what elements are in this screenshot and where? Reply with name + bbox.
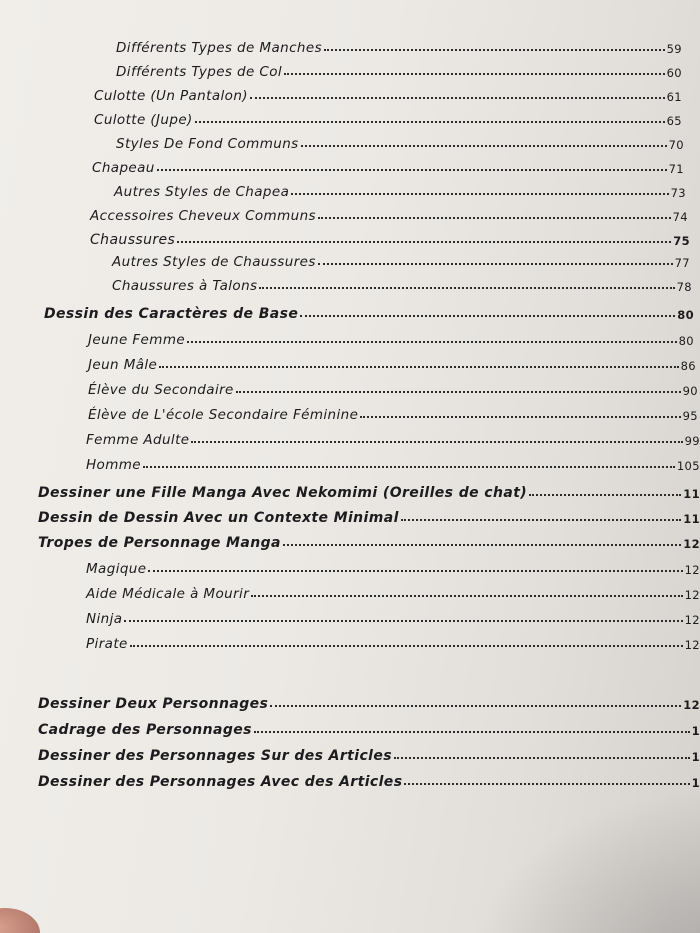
toc-leader-dots <box>318 217 671 219</box>
toc-entry-title: Chaussures <box>90 232 176 248</box>
toc-entry-page: 99 <box>684 434 700 448</box>
toc-entry-page: 1 <box>691 776 700 790</box>
toc-entry <box>86 422 700 448</box>
toc-entry-title: Autres Styles de Chaussures <box>112 254 316 270</box>
toc-entry-page: 11 <box>683 487 700 501</box>
toc-entry-page: 61 <box>666 90 682 104</box>
toc-leader-dots <box>251 595 682 597</box>
toc-entry-title: Aide Médicale à Mourir <box>86 586 250 602</box>
toc-entry <box>38 686 700 712</box>
toc-leader-dots <box>254 731 690 733</box>
toc-leader-dots <box>291 193 668 195</box>
toc-entry-page: 74 <box>672 210 688 224</box>
toc-entry <box>88 397 698 423</box>
toc-entry <box>112 244 690 270</box>
toc-entry-title: Jeune Femme <box>88 332 186 348</box>
toc-entry-page: 12 <box>684 613 700 627</box>
toc-entry <box>38 764 700 790</box>
toc-entry-title: Dessiner des Personnages Sur des Articles <box>38 748 392 764</box>
toc-leader-dots <box>401 519 681 521</box>
toc-leader-dots <box>284 73 665 75</box>
toc-entry <box>116 30 682 56</box>
toc-entry-page: 77 <box>674 256 690 270</box>
toc-leader-dots <box>191 441 682 443</box>
toc-entry-page: 95 <box>682 409 698 423</box>
toc-entry <box>38 500 700 526</box>
toc-entry-page: 90 <box>682 384 698 398</box>
toc-leader-dots <box>187 341 676 343</box>
toc-entry <box>94 78 682 104</box>
toc-entry-page: 80 <box>677 308 694 322</box>
toc-leader-dots <box>236 391 681 393</box>
toc-leader-dots <box>301 145 667 147</box>
toc-entry-title: Élève de L'école Secondaire Féminine <box>88 407 359 423</box>
toc-leader-dots <box>130 645 683 647</box>
toc-entry-title: Tropes de Personnage Manga <box>38 535 281 551</box>
toc-leader-dots <box>324 49 665 51</box>
toc-entry-page: 12 <box>684 588 700 602</box>
toc-entry <box>112 268 692 294</box>
toc-leader-dots <box>270 705 681 707</box>
toc-entry-title: Styles De Fond Communs <box>116 136 299 152</box>
toc-entry <box>38 712 700 738</box>
toc-entry-title: Culotte (Jupe) <box>94 112 193 128</box>
toc-entry <box>116 54 682 80</box>
toc-entry-page: 60 <box>666 66 682 80</box>
toc-entry-page: 80 <box>678 334 694 348</box>
toc-entry-title: Homme <box>86 457 142 473</box>
toc-leader-dots <box>259 287 674 289</box>
toc-leader-dots <box>195 121 665 123</box>
toc-entry-title: Différents Types de Col <box>116 64 283 80</box>
toc-entry-title: Femme Adulte <box>86 432 190 448</box>
toc-entry-title: Jeun Mâle <box>88 357 158 373</box>
toc-entry <box>94 102 682 128</box>
toc-leader-dots <box>529 494 681 496</box>
toc-entry <box>86 551 700 577</box>
toc-entry <box>38 525 700 551</box>
toc-leader-dots <box>318 263 673 265</box>
toc-leader-dots <box>143 466 675 468</box>
toc-entry-page: 73 <box>670 186 686 200</box>
toc-entry <box>114 174 686 200</box>
toc-leader-dots <box>148 570 682 572</box>
toc-entry-page: 12 <box>684 563 700 577</box>
toc-entry <box>86 447 700 473</box>
toc-entry-title: Accessoires Cheveux Communs <box>90 208 316 224</box>
toc-leader-dots <box>159 366 678 368</box>
toc-leader-dots <box>124 620 682 622</box>
toc-entry-page: 78 <box>676 280 692 294</box>
toc-entry-page: 59 <box>666 42 682 56</box>
toc-leader-dots <box>177 241 671 243</box>
toc-entry <box>116 126 684 152</box>
toc-leader-dots <box>283 544 681 546</box>
toc-entry-title: Chapeau <box>92 160 155 176</box>
toc-entry <box>86 601 700 627</box>
toc-entry-page: 12 <box>683 698 700 712</box>
toc-entry-title: Différents Types de Manches <box>116 40 323 56</box>
toc-entry-title: Magique <box>86 561 147 577</box>
toc-entry-page: 70 <box>668 138 684 152</box>
toc-entry-title: Dessin de Dessin Avec un Contexte Minimal <box>38 510 399 526</box>
toc-entry-title: Pirate <box>86 636 128 652</box>
toc-entry-title: Dessiner des Personnages Avec des Articles <box>38 774 403 790</box>
toc-entry-page: 11 <box>683 512 700 526</box>
toc-entry-page: 71 <box>668 162 684 176</box>
toc-entry-title: Autres Styles de Chapea <box>114 184 290 200</box>
toc-entry <box>38 475 700 501</box>
toc-entry-title: Cadrage des Personnages <box>38 722 252 738</box>
toc-entry <box>88 372 698 398</box>
toc-entry <box>88 347 696 373</box>
toc-leader-dots <box>360 416 680 418</box>
toc-entry <box>88 322 694 348</box>
toc-entry-page: 1 <box>691 724 700 738</box>
toc-entry-page: 75 <box>673 234 690 248</box>
toc-entry-page: 105 <box>676 459 700 473</box>
toc-entry-title: Élève du Secondaire <box>88 382 234 398</box>
toc-leader-dots <box>300 315 675 317</box>
toc-entry-page: 65 <box>666 114 682 128</box>
toc-entry-page: 1 <box>691 750 700 764</box>
toc-entry <box>90 198 688 224</box>
toc-entry <box>38 738 700 764</box>
toc-entry-title: Chaussures à Talons <box>112 278 258 294</box>
toc-entry-page: 12 <box>683 537 700 551</box>
toc-entry-title: Dessiner une Fille Manga Avec Nekomimi (Oreilles de chat) <box>38 485 528 501</box>
toc-entry-page: 86 <box>680 359 696 373</box>
toc-entry-title: Culotte (Un Pantalon) <box>94 88 248 104</box>
toc-entry <box>86 626 700 652</box>
toc-entry-title: Ninja <box>86 611 123 627</box>
toc-leader-dots <box>404 783 689 785</box>
toc-entry-title: Dessin des Caractères de Base <box>44 306 299 322</box>
toc-entry-title: Dessiner Deux Personnages <box>38 696 269 712</box>
toc-leader-dots <box>250 97 665 99</box>
toc-entry-page: 12 <box>684 638 700 652</box>
toc-entry <box>44 296 694 322</box>
toc-leader-dots <box>394 757 690 759</box>
toc-leader-dots <box>157 169 667 171</box>
toc-entry <box>92 150 684 176</box>
toc-entry <box>86 576 700 602</box>
